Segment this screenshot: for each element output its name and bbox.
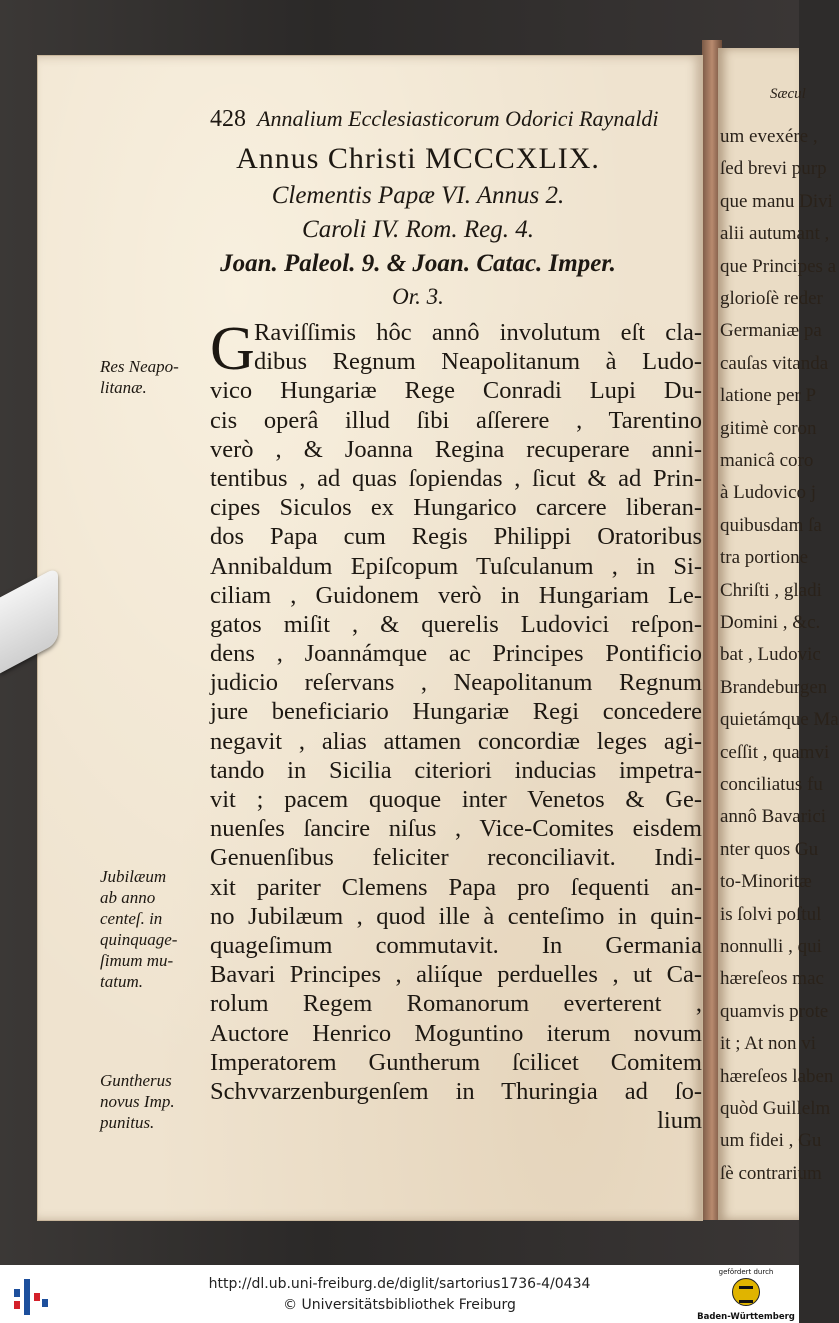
body-line: cipes Siculos ex Hungarico carcere liberan- (210, 494, 702, 522)
next-page-line: nonnulli , qui (720, 936, 822, 957)
title-king: Caroli IV. Rom. Reg. 4. (302, 216, 534, 243)
next-page-header: Sæcul (770, 86, 806, 102)
next-page-line: Brandeburgen (720, 676, 828, 698)
body-line: rolum Regem Romanorum everterent , (210, 990, 702, 1018)
next-page-line: hæreſeos laben (720, 1065, 834, 1087)
body-line: vit ; pacem quoque inter Venetos & Ge- (210, 786, 702, 813)
margin-note-line: novus Imp. (100, 1092, 175, 1111)
next-page-line: ſed brevi purp (720, 158, 827, 180)
running-head (210, 106, 659, 133)
next-page-fragment (718, 48, 839, 1220)
next-page-line: manicâ coro (720, 450, 814, 471)
next-page-line: à Ludovico j (720, 482, 817, 504)
margin-note-line: tatum. (100, 972, 143, 991)
body-line: Auctore Henrico Moguntino iterum novum (210, 1019, 702, 1047)
next-page-line: conciliatus fu (720, 774, 823, 795)
next-page-line: Chriſti , gladi (720, 579, 822, 601)
next-page-line: is ſolvi poſtul (720, 903, 822, 925)
body-line: vico Hungariæ Rege Conradi Lupi Du- (210, 377, 702, 405)
footer-bar (0, 1265, 799, 1323)
margin-note-jubilaeum (100, 866, 177, 992)
margin-note-res-neapolitanae (100, 356, 179, 398)
next-page-line: quòd Guillelm (720, 1098, 831, 1119)
sponsor-caption: gefördert durch (718, 1268, 774, 1276)
body-line: lium (657, 1107, 702, 1135)
next-page-line: cauſas vitanda (720, 352, 829, 374)
margin-note-line: quinquage- (100, 930, 178, 949)
body-line: dens , Joannámque ac Principes Pontificio (210, 640, 702, 668)
body-text (210, 315, 702, 1135)
body-line: verò , & Joanna Regina recuperare anni- (210, 435, 702, 463)
margin-note-line: centeſ. in (100, 909, 163, 928)
next-page-line: que Principes a (720, 255, 837, 277)
margin-note-line: Jubilæum (100, 867, 167, 886)
body-line: nuenſes ſancire niſus , Vice-Comites eisdem (210, 815, 702, 843)
next-page-line: to-Minoritæ (720, 871, 812, 893)
title-oriental: Or. 3. (392, 284, 444, 309)
next-page-line: alii autumant , (720, 223, 830, 245)
body-line: tando in Sicilia citeriori inducias impetra- (210, 756, 702, 784)
next-page-line: Domini , &c. (720, 612, 821, 633)
next-page-line: hæreſeos mac (720, 968, 824, 990)
sponsor-logo (696, 1268, 796, 1322)
next-page-line: um fidei , Gu (720, 1130, 822, 1152)
body-line: Annibaldum Epiſcopum Tuſculanum , in Si- (210, 552, 702, 580)
next-page-line: glorioſè reder (720, 288, 823, 309)
page-number: 428 (210, 106, 246, 132)
title-pope: Clementis Papæ VI. Annus 2. (271, 182, 565, 209)
body-line: xit pariter Clemens Papa pro ſequenti an- (210, 873, 702, 901)
margin-note-line: ſimum mu- (100, 951, 174, 970)
margin-note-line: litanæ. (100, 378, 147, 397)
next-page-line: tra portione (720, 547, 809, 569)
margin-note-guntherus (100, 1070, 175, 1133)
body-line: negavit , alias attamen concordiæ leges agi- (210, 727, 702, 755)
body-line: Genuenſibus feliciter reconciliavit. Indi- (210, 844, 702, 872)
next-page-line: quamvis prote (720, 1000, 829, 1022)
body-line: Imperatorem Guntherum ſcilicet Comitem (210, 1048, 702, 1076)
body-line: cis operâ illud ſibi aſſerere , Tarentino (210, 406, 702, 434)
margin-note-line: Res Neapo- (100, 357, 179, 376)
next-page-line: Germaniæ pa (720, 320, 822, 342)
title-year: Annus Christi MCCCXLIX. (236, 142, 600, 175)
body-line: dos Papa cum Regis Philippi Oratoribus (210, 523, 702, 551)
body-line: dibus Regnum Neapolitanum à Ludo- (254, 348, 702, 376)
next-page-line: ceſſit , quamvi (720, 741, 830, 763)
next-page-line: um evexére , (720, 126, 818, 147)
running-head-title: Annalium Ecclesiasticorum Odorici Raynaldi (257, 106, 659, 131)
next-page-line: que manu Divi (720, 190, 833, 212)
sponsor-name: Baden-Württemberg (697, 1312, 795, 1322)
next-page-line: gitimè coron (720, 417, 817, 439)
body-line: judicio reſervans , Neapolitanum Regnum (210, 669, 702, 697)
title-emperors: Joan. Paleol. 9. & Joan. Catac. Imper. (220, 250, 616, 277)
margin-note-line: Guntherus (100, 1071, 172, 1090)
footer-url-link[interactable]: http://dl.ub.uni-freiburg.de/diglit/sartorius1736-4/0434 (208, 1276, 591, 1292)
body-line: Schvvarzenburgenſem in Thuringia ad ſo- (210, 1077, 702, 1105)
footer-copyright: © Universitätsbibliothek Freiburg (283, 1297, 516, 1313)
next-page-line: ſè contrarium (720, 1162, 822, 1184)
drop-cap: G (210, 315, 255, 383)
next-page-line: quibusdam ſa (720, 514, 822, 536)
next-page-line: nter quos Gu (720, 838, 819, 860)
body-line: quageſimum commutavit. In Germania (210, 931, 702, 959)
body-line: Bavari Principes , aliíque perduelles , ut Ca- (210, 961, 702, 989)
next-page-line: annô Bavarici (720, 806, 827, 828)
next-page-line: it ; At non vi (720, 1033, 817, 1055)
book-page (38, 56, 702, 1220)
next-page-line: latione per P (720, 385, 817, 407)
margin-note-line: ab anno (100, 888, 156, 907)
body-line: tentibus , ad quas ſopiendas , ſicut & ad Prin- (210, 464, 702, 492)
next-page-line: bat , Ludovic (720, 644, 821, 666)
body-line: no Jubilæum , quod ille à centeſimo in quin- (210, 902, 702, 930)
body-line: gatos miſit , & querelis Ludovici reſpon- (210, 610, 702, 638)
next-page-line: quietámque Ma (720, 709, 839, 731)
margin-note-line: punitus. (100, 1113, 155, 1132)
baden-wuerttemberg-crest-icon (732, 1278, 760, 1306)
body-line: ciliam , Guidonem verò in Hungariam Le- (210, 581, 702, 609)
body-line: jure beneficiario Hungariæ Regi concedere (210, 698, 702, 726)
body-line: Raviſſimis hôc annô involutum eſt cla- (254, 319, 702, 346)
